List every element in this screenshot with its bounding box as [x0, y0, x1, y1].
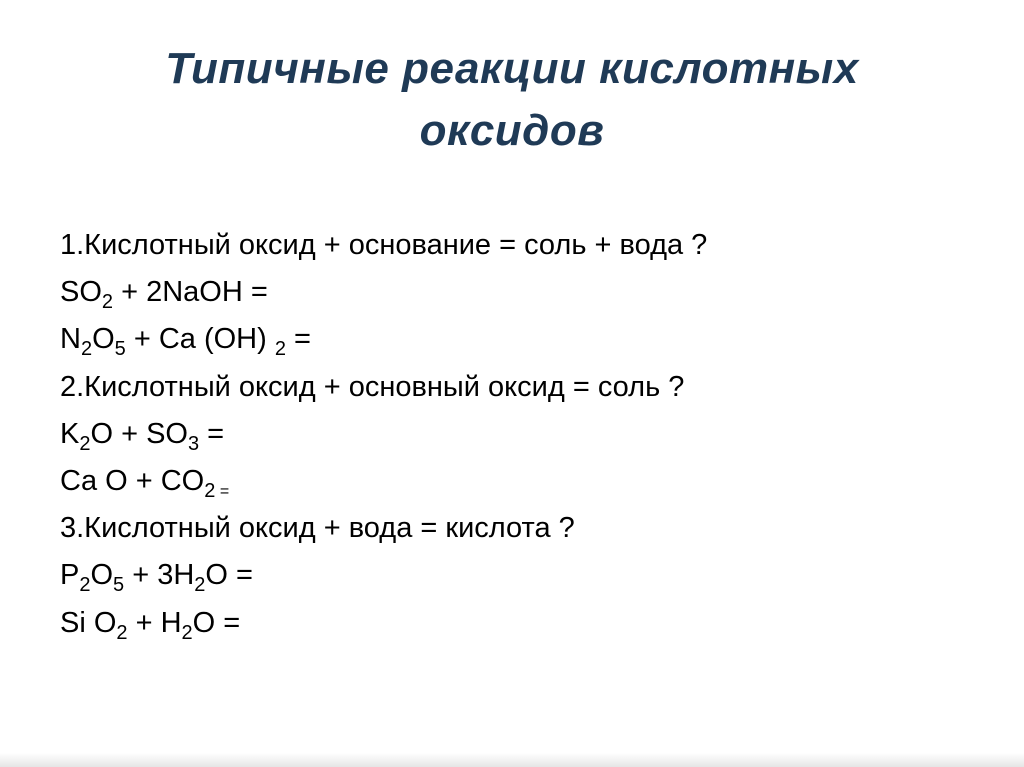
- formula-part: O =: [205, 559, 253, 592]
- equation-so2-naoh: [60, 269, 980, 316]
- formula-part: Ca O + CO: [60, 464, 205, 497]
- subscript: 2: [116, 621, 128, 644]
- subscript: 2: [181, 621, 193, 644]
- subscript: 2: [204, 479, 216, 502]
- slide-title: [0, 38, 1024, 162]
- reaction-rule-3: 3.Кислотный оксид + вода = кислота ?: [60, 512, 575, 545]
- formula-part: + H: [127, 606, 182, 639]
- subscript: 5: [113, 574, 125, 597]
- subscript: 2: [274, 338, 286, 361]
- formula-part: + 3H: [124, 559, 195, 592]
- formula-part: O: [90, 559, 114, 592]
- formula-part: + Ca (OH): [125, 323, 275, 356]
- title-line-1: Типичные реакции кислотных: [165, 44, 859, 93]
- formula-part: =: [215, 482, 230, 500]
- reaction-rule-2: 2.Кислотный оксид + основный оксид = соль ?: [60, 370, 685, 403]
- formula-part: P: [60, 559, 80, 592]
- formula-part: + 2NaOH =: [113, 276, 268, 309]
- subscript: 2: [79, 574, 91, 597]
- equation-n2o5-caoh2: [60, 316, 980, 363]
- formula-part: O =: [192, 606, 241, 639]
- formula-part: =: [285, 323, 311, 356]
- equation-cao-co2: [60, 458, 980, 505]
- subscript: 5: [114, 338, 126, 361]
- slide-body: [60, 222, 980, 647]
- formula-part: O + SO: [90, 417, 188, 450]
- subscript: 2: [194, 574, 206, 597]
- subscript: 3: [187, 432, 200, 455]
- subscript: 2: [79, 432, 91, 455]
- equation-p2o5-h2o: [60, 552, 980, 599]
- formula-part: =: [199, 417, 225, 450]
- equation-sio2-h2o: [60, 600, 980, 647]
- slide-bottom-shadow: [0, 753, 1024, 767]
- title-line-2: оксидов: [419, 106, 605, 155]
- subscript: 2: [101, 291, 114, 314]
- formula-part: K: [60, 417, 80, 450]
- formula-part: N: [60, 323, 81, 356]
- equation-k2o-so3: [60, 411, 980, 458]
- formula-part: O: [92, 323, 115, 356]
- reaction-rule-1: 1.Кислотный оксид + основание = соль + вода ?: [60, 229, 708, 261]
- formula-part: SO: [60, 276, 102, 309]
- formula-part: Si O: [60, 606, 117, 639]
- subscript: 2: [80, 338, 93, 361]
